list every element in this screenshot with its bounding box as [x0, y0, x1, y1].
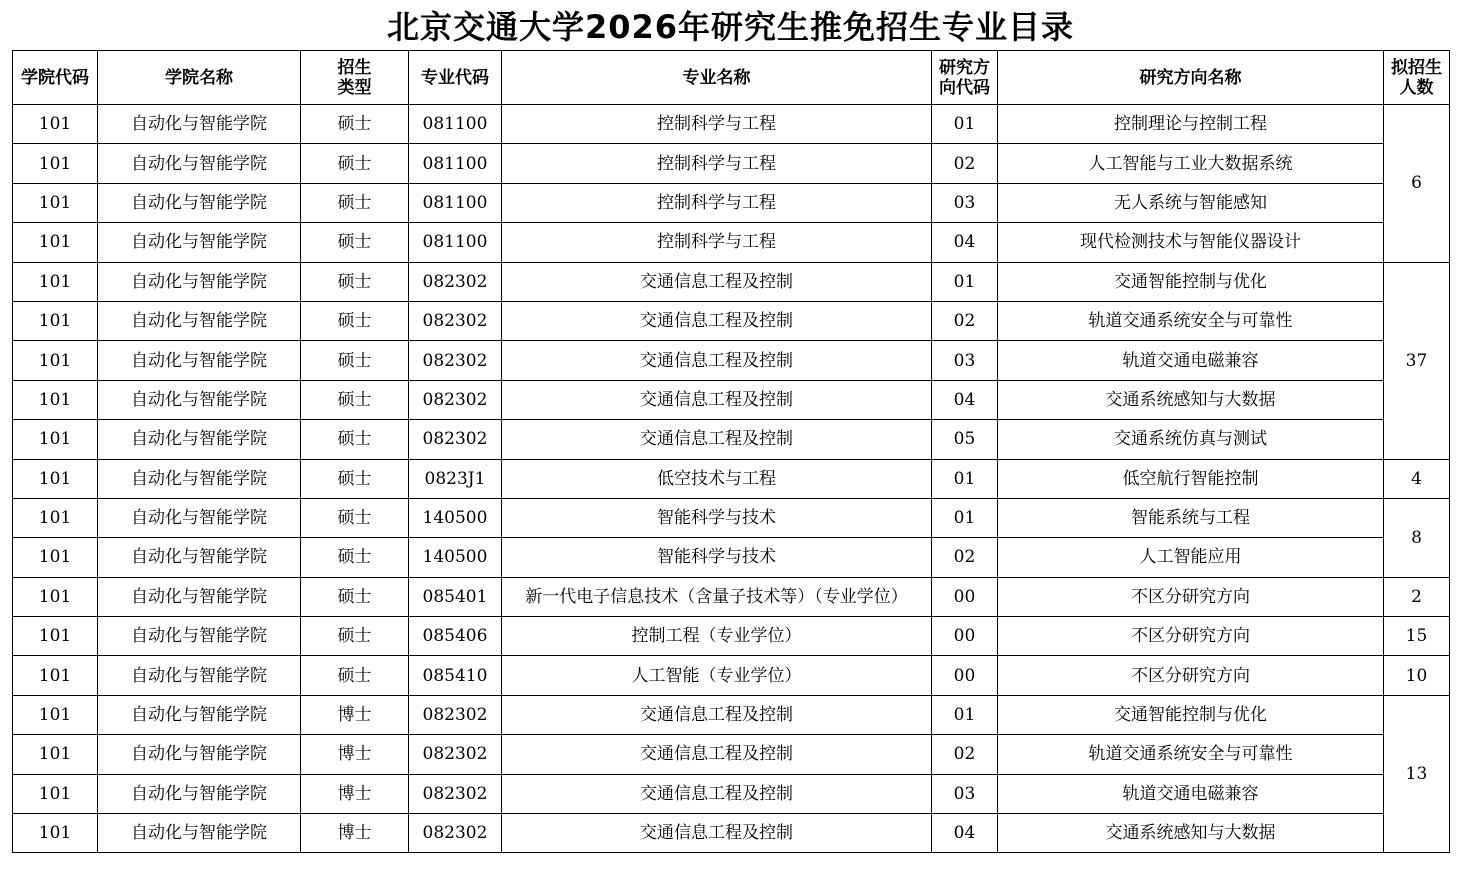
direction-name-cell: 轨道交通系统安全与可靠性: [998, 735, 1384, 774]
college-name-cell: 自动化与智能学院: [98, 420, 301, 459]
table-row: [13, 695, 1450, 734]
enrollment-type-cell: 硕士: [301, 617, 409, 656]
college-name-cell: 自动化与智能学院: [98, 695, 301, 734]
header-major-name: 专业名称: [502, 51, 932, 105]
enrollment-type-cell: 硕士: [301, 341, 409, 380]
college-code-cell: 101: [13, 183, 98, 222]
header-college-name: 学院名称: [98, 51, 301, 105]
enrollment-type-cell: 博士: [301, 735, 409, 774]
major-name-cell: 交通信息工程及控制: [502, 420, 932, 459]
direction-name-cell: 交通系统感知与大数据: [998, 814, 1384, 853]
major-name-cell: 智能科学与技术: [502, 538, 932, 577]
direction-code-cell: 01: [932, 498, 998, 537]
enrollment-type-cell: 硕士: [301, 301, 409, 340]
major-code-cell: 082302: [409, 301, 502, 340]
planned-quota-cell: 6: [1384, 105, 1450, 263]
direction-name-cell: 不区分研究方向: [998, 577, 1384, 616]
major-code-cell: 082302: [409, 774, 502, 813]
header-enrollment-type: 招生类型: [301, 51, 409, 105]
college-code-cell: 101: [13, 341, 98, 380]
direction-code-cell: 02: [932, 538, 998, 577]
major-code-cell: 082302: [409, 695, 502, 734]
major-name-cell: 智能科学与技术: [502, 498, 932, 537]
header-direction-code: 研究方向代码: [932, 51, 998, 105]
college-name-cell: 自动化与智能学院: [98, 774, 301, 813]
planned-quota-cell: 15: [1384, 617, 1450, 656]
major-code-cell: 081100: [409, 223, 502, 262]
college-code-cell: 101: [13, 695, 98, 734]
college-code-cell: 101: [13, 735, 98, 774]
college-code-cell: 101: [13, 617, 98, 656]
direction-name-cell: 轨道交通电磁兼容: [998, 774, 1384, 813]
planned-quota-cell: 2: [1384, 577, 1450, 616]
college-name-cell: 自动化与智能学院: [98, 223, 301, 262]
college-name-cell: 自动化与智能学院: [98, 144, 301, 183]
direction-code-cell: 04: [932, 223, 998, 262]
direction-code-cell: 03: [932, 774, 998, 813]
major-code-cell: 082302: [409, 380, 502, 419]
major-code-cell: 082302: [409, 735, 502, 774]
major-name-cell: 控制科学与工程: [502, 105, 932, 144]
direction-code-cell: 00: [932, 656, 998, 695]
header-college-code: 学院代码: [13, 51, 98, 105]
direction-name-cell: 轨道交通系统安全与可靠性: [998, 301, 1384, 340]
major-name-cell: 交通信息工程及控制: [502, 814, 932, 853]
direction-name-cell: 不区分研究方向: [998, 656, 1384, 695]
direction-name-cell: 低空航行智能控制: [998, 459, 1384, 498]
direction-code-cell: 02: [932, 301, 998, 340]
college-code-cell: 101: [13, 577, 98, 616]
enrollment-type-cell: 硕士: [301, 380, 409, 419]
direction-code-cell: 02: [932, 735, 998, 774]
enrollment-type-cell: 硕士: [301, 420, 409, 459]
direction-name-cell: 人工智能应用: [998, 538, 1384, 577]
direction-code-cell: 03: [932, 341, 998, 380]
college-code-cell: 101: [13, 498, 98, 537]
header-major-code: 专业代码: [409, 51, 502, 105]
planned-quota-cell: 8: [1384, 498, 1450, 577]
planned-quota-cell: 37: [1384, 262, 1450, 459]
table-row: [13, 577, 1450, 616]
direction-code-cell: 01: [932, 695, 998, 734]
table-row: [13, 420, 1450, 459]
direction-name-cell: 不区分研究方向: [998, 617, 1384, 656]
major-name-cell: 低空技术与工程: [502, 459, 932, 498]
table-body: [13, 105, 1450, 853]
table-row: [13, 380, 1450, 419]
enrollment-type-cell: 硕士: [301, 459, 409, 498]
enrollment-type-cell: 硕士: [301, 656, 409, 695]
major-name-cell: 控制科学与工程: [502, 183, 932, 222]
direction-code-cell: 04: [932, 814, 998, 853]
major-name-cell: 交通信息工程及控制: [502, 341, 932, 380]
college-name-cell: 自动化与智能学院: [98, 380, 301, 419]
major-code-cell: 081100: [409, 144, 502, 183]
college-name-cell: 自动化与智能学院: [98, 341, 301, 380]
direction-code-cell: 00: [932, 577, 998, 616]
major-name-cell: 控制科学与工程: [502, 223, 932, 262]
major-code-cell: 082302: [409, 420, 502, 459]
enrollment-type-cell: 硕士: [301, 577, 409, 616]
major-code-cell: 082302: [409, 814, 502, 853]
college-name-cell: 自动化与智能学院: [98, 301, 301, 340]
college-code-cell: 101: [13, 144, 98, 183]
major-name-cell: 交通信息工程及控制: [502, 735, 932, 774]
direction-code-cell: 00: [932, 617, 998, 656]
table-header-row: [13, 51, 1450, 105]
major-code-cell: 081100: [409, 183, 502, 222]
direction-code-cell: 04: [932, 380, 998, 419]
major-name-cell: 交通信息工程及控制: [502, 262, 932, 301]
college-name-cell: 自动化与智能学院: [98, 577, 301, 616]
major-name-cell: 交通信息工程及控制: [502, 695, 932, 734]
table-row: [13, 498, 1450, 537]
major-code-cell: 085410: [409, 656, 502, 695]
major-code-cell: 085401: [409, 577, 502, 616]
college-name-cell: 自动化与智能学院: [98, 814, 301, 853]
direction-name-cell: 人工智能与工业大数据系统: [998, 144, 1384, 183]
college-name-cell: 自动化与智能学院: [98, 735, 301, 774]
college-name-cell: 自动化与智能学院: [98, 105, 301, 144]
direction-name-cell: 现代检测技术与智能仪器设计: [998, 223, 1384, 262]
enrollment-type-cell: 博士: [301, 695, 409, 734]
college-code-cell: 101: [13, 420, 98, 459]
direction-code-cell: 01: [932, 459, 998, 498]
table-row: [13, 617, 1450, 656]
college-code-cell: 101: [13, 538, 98, 577]
college-code-cell: 101: [13, 262, 98, 301]
major-name-cell: 人工智能（专业学位）: [502, 656, 932, 695]
table-row: [13, 223, 1450, 262]
college-code-cell: 101: [13, 774, 98, 813]
table-row: [13, 735, 1450, 774]
direction-name-cell: 交通智能控制与优化: [998, 262, 1384, 301]
major-name-cell: 控制工程（专业学位）: [502, 617, 932, 656]
college-code-cell: 101: [13, 814, 98, 853]
major-code-cell: 085406: [409, 617, 502, 656]
college-code-cell: 101: [13, 301, 98, 340]
planned-quota-cell: 13: [1384, 695, 1450, 853]
table-row: [13, 301, 1450, 340]
major-name-cell: 交通信息工程及控制: [502, 380, 932, 419]
enrollment-type-cell: 硕士: [301, 183, 409, 222]
direction-code-cell: 05: [932, 420, 998, 459]
college-name-cell: 自动化与智能学院: [98, 498, 301, 537]
major-code-cell: 140500: [409, 498, 502, 537]
table-row: [13, 459, 1450, 498]
enrollment-type-cell: 硕士: [301, 538, 409, 577]
college-code-cell: 101: [13, 656, 98, 695]
direction-code-cell: 03: [932, 183, 998, 222]
college-code-cell: 101: [13, 223, 98, 262]
major-code-cell: 0823J1: [409, 459, 502, 498]
table-row: [13, 262, 1450, 301]
table-row: [13, 183, 1450, 222]
direction-name-cell: 交通系统感知与大数据: [998, 380, 1384, 419]
college-code-cell: 101: [13, 380, 98, 419]
enrollment-catalog-table: [12, 50, 1450, 853]
college-name-cell: 自动化与智能学院: [98, 617, 301, 656]
college-name-cell: 自动化与智能学院: [98, 538, 301, 577]
enrollment-type-cell: 硕士: [301, 105, 409, 144]
enrollment-type-cell: 博士: [301, 774, 409, 813]
table-row: [13, 538, 1450, 577]
direction-name-cell: 交通系统仿真与测试: [998, 420, 1384, 459]
planned-quota-cell: 4: [1384, 459, 1450, 498]
college-name-cell: 自动化与智能学院: [98, 459, 301, 498]
planned-quota-cell: 10: [1384, 656, 1450, 695]
college-code-cell: 101: [13, 459, 98, 498]
college-code-cell: 101: [13, 105, 98, 144]
college-name-cell: 自动化与智能学院: [98, 183, 301, 222]
table-row: [13, 105, 1450, 144]
major-code-cell: 081100: [409, 105, 502, 144]
table-row: [13, 814, 1450, 853]
direction-name-cell: 控制理论与控制工程: [998, 105, 1384, 144]
major-name-cell: 控制科学与工程: [502, 144, 932, 183]
major-code-cell: 082302: [409, 262, 502, 301]
header-direction-name: 研究方向名称: [998, 51, 1384, 105]
enrollment-type-cell: 硕士: [301, 498, 409, 537]
enrollment-type-cell: 博士: [301, 814, 409, 853]
major-code-cell: 082302: [409, 341, 502, 380]
direction-name-cell: 轨道交通电磁兼容: [998, 341, 1384, 380]
major-name-cell: 交通信息工程及控制: [502, 301, 932, 340]
college-name-cell: 自动化与智能学院: [98, 262, 301, 301]
table-row: [13, 774, 1450, 813]
college-name-cell: 自动化与智能学院: [98, 656, 301, 695]
direction-name-cell: 交通智能控制与优化: [998, 695, 1384, 734]
major-name-cell: 交通信息工程及控制: [502, 774, 932, 813]
major-name-cell: 新一代电子信息技术（含量子技术等）（专业学位）: [502, 577, 932, 616]
enrollment-type-cell: 硕士: [301, 262, 409, 301]
direction-code-cell: 02: [932, 144, 998, 183]
major-code-cell: 140500: [409, 538, 502, 577]
table-row: [13, 656, 1450, 695]
table-row: [13, 341, 1450, 380]
enrollment-type-cell: 硕士: [301, 144, 409, 183]
direction-code-cell: 01: [932, 105, 998, 144]
page-title: 北京交通大学2026年研究生推免招生专业目录: [386, 8, 1075, 46]
direction-name-cell: 无人系统与智能感知: [998, 183, 1384, 222]
table-row: [13, 144, 1450, 183]
header-planned-quota: 拟招生人数: [1384, 51, 1450, 105]
direction-code-cell: 01: [932, 262, 998, 301]
enrollment-type-cell: 硕士: [301, 223, 409, 262]
direction-name-cell: 智能系统与工程: [998, 498, 1384, 537]
